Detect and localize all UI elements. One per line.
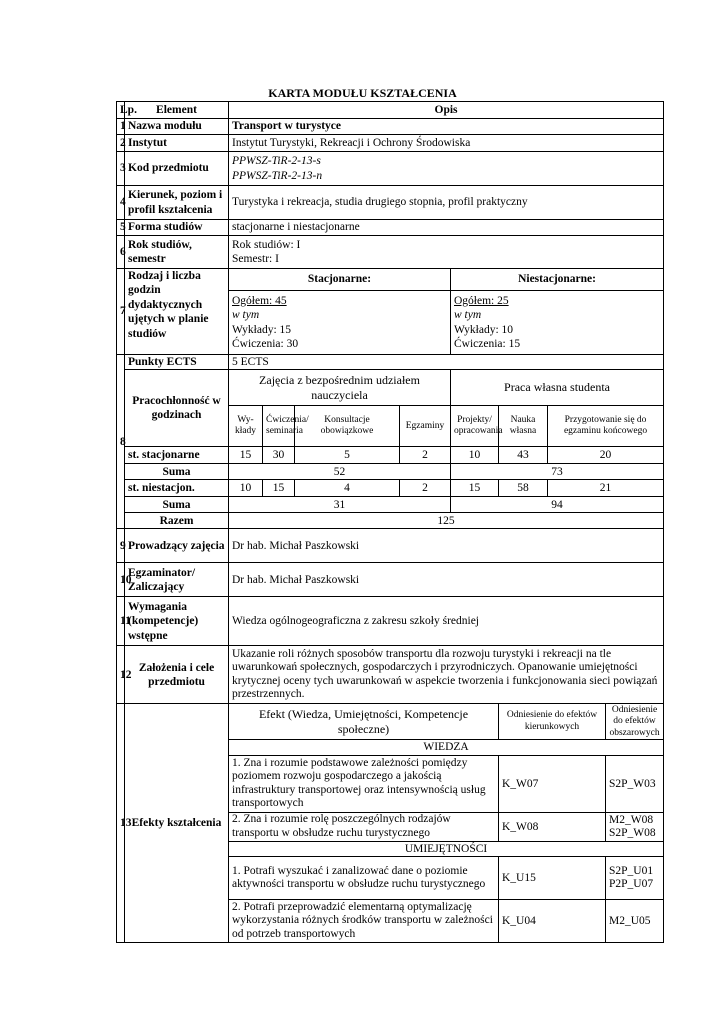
effect-direction-ref: K_W07 (499, 755, 606, 812)
module-card-table (116, 101, 664, 943)
table-row (117, 119, 664, 135)
lecturer-value: Dr hab. Michał Paszkowski (229, 529, 664, 563)
niestac-value: 21 (548, 480, 664, 497)
year-value: Rok studiów: I (232, 238, 301, 251)
row-number: 12 (117, 646, 125, 704)
col-exercises: Ćwiczenia/ seminaria (263, 406, 295, 447)
table-row (117, 236, 664, 269)
niestacjonarne-header: Niestacjonarne: (451, 269, 664, 291)
row-element: Nazwa modułu (125, 119, 229, 135)
header-lp: Lp. (117, 102, 125, 119)
area-ref-2: S2P_W08 (609, 826, 656, 839)
area-column-header: Odniesienie do efektów obszarowych (606, 704, 664, 740)
full-time-label: st. stacjonarne (125, 447, 229, 464)
table-row (117, 597, 664, 646)
area-ref-1: M2_U05 (609, 914, 651, 927)
table-row (117, 480, 664, 497)
col-exam-prep: Przygotowanie się do egzaminu końcowego (548, 406, 664, 447)
stac-sum-contact: 52 (229, 464, 451, 480)
header-element: Element (125, 102, 229, 119)
field-of-study-value: Turystyka i rekreacja, studia drugiego stopnia, profil praktyczny (229, 186, 664, 220)
course-code-value (229, 152, 664, 186)
row-number: 7 (117, 269, 125, 355)
row-number: 9 (117, 529, 125, 563)
page-title: KARTA MODUŁU KSZTAŁCENIA (268, 86, 457, 100)
table-row (117, 447, 664, 464)
niestac-value: 2 (400, 480, 451, 497)
effect-area-ref (606, 812, 664, 841)
row-element: Prowadzący zajęcia (125, 529, 229, 563)
row-element: Rodzaj i liczba godzin dydaktycznych ujętych w planie studiów (125, 269, 229, 355)
effect-area-ref (606, 900, 664, 943)
stac-wtym: w tym (232, 309, 260, 322)
header-opis: Opis (229, 102, 664, 119)
stac-lectures: Wykłady: 15 (232, 323, 292, 336)
niestac-exercises: Ćwiczenia: 15 (454, 337, 521, 350)
effect-text: 2. Zna i rozumie rolę poszczególnych rodzajów transportu w obsłudze ruchu turystycznego (229, 812, 499, 841)
stac-value: 15 (229, 447, 263, 464)
row-number: 11 (117, 597, 125, 646)
total-label: Razem (125, 513, 229, 529)
table-header-row (117, 102, 664, 119)
row-number: 5 (117, 220, 125, 236)
study-form-value: stacjonarne i niestacjonarne (229, 220, 664, 236)
table-row (117, 355, 664, 370)
table-row (117, 220, 664, 236)
workload-label: Pracochłonność w godzinach (125, 370, 229, 447)
objectives-value: Ukazanie roli różnych sposobów transportu dla rozwoju turystyki i rekreacji na tle uwarunkowań społecznych, gospodarczych i przyrodniczych. Opanowanie umiejętności krytycznej oceny tych uwarunkowań w aspekcie tworzenia i funkcjonowania sieci powiązań przestrzennych. (229, 646, 664, 704)
course-code-1: PPWSZ-TiR-2-13-s (232, 155, 321, 168)
course-code-2: PPWSZ-TiR-2-13-n (232, 169, 323, 182)
effect-area-ref (606, 755, 664, 812)
stac-exercises: Ćwiczenia: 30 (232, 337, 299, 350)
direction-column-header: Odniesienie do efektów kierunkowych (499, 704, 606, 740)
niestacjonarne-hours (451, 291, 664, 355)
knowledge-section-header: WIEDZA (229, 740, 664, 755)
row-element: Kierunek, poziom i profil kształcenia (125, 186, 229, 220)
niestac-value: 58 (499, 480, 548, 497)
skills-section-header: UMIEJĘTNOŚCI (229, 841, 664, 856)
row-number: 3 (117, 152, 125, 186)
effect-text: 1. Zna i rozumie podstawowe zależności pomiędzy poziomem rozwoju gospodarczego a jakością infrastruktury transportowej oraz intensywnością usług transportowych (229, 755, 499, 812)
niestac-lectures: Wykłady: 10 (454, 323, 514, 336)
row-element: Kod przedmiotu (125, 152, 229, 186)
effect-text: 2. Potrafi przeprowadzić elementarną optymalizację wykorzystania różnych środków transportu w zależności od potrzeb transportowych (229, 900, 499, 943)
table-row (117, 464, 664, 480)
area-ref-1: S2P_U01 (609, 865, 654, 878)
table-row (117, 704, 664, 740)
stac-value: 30 (263, 447, 295, 464)
effect-direction-ref: K_U04 (499, 900, 606, 943)
effect-area-ref (606, 857, 664, 900)
row-element: Rok studiów, semestr (125, 236, 229, 269)
col-lectures: Wy-kłady (229, 406, 263, 447)
niestac-wtym: w tym (454, 309, 482, 322)
col-projects: Projekty/ opracowania (451, 406, 499, 447)
niestac-value: 15 (263, 480, 295, 497)
stac-value: 20 (548, 447, 664, 464)
total-value: 125 (229, 513, 664, 529)
ects-label: Punkty ECTS (125, 355, 229, 370)
requirements-value: Wiedza ogólnogeograficzna z zakresu szkoły średniej (229, 597, 664, 646)
table-row (117, 370, 664, 406)
niestac-value: 4 (295, 480, 400, 497)
effect-text: 1. Potrafi wyszukać i zanalizować dane o poziomie aktywności transportu w obsłudze ruchu turystycznego (229, 857, 499, 900)
semester-value: Semestr: I (232, 253, 279, 265)
area-ref-2: P2P_U07 (609, 878, 654, 891)
stac-value: 43 (499, 447, 548, 464)
stac-value: 2 (400, 447, 451, 464)
area-ref-1: M2_W08 (609, 814, 654, 827)
table-row (117, 269, 664, 291)
contact-hours-header: Zajęcia z bezpośrednim udziałem nauczyciela (229, 370, 451, 406)
table-row (117, 513, 664, 529)
niestac-sum-contact: 31 (229, 497, 451, 513)
part-time-label: st. niestacjon. (125, 480, 229, 497)
stac-value: 10 (451, 447, 499, 464)
niestac-total: Ogółem: 25 (454, 294, 509, 307)
row-number: 13 (117, 704, 125, 943)
self-study-header: Praca własna studenta (451, 370, 664, 406)
row-number: 1 (117, 119, 125, 135)
effect-direction-ref: K_U15 (499, 857, 606, 900)
col-self-learning: Nauka własna (499, 406, 548, 447)
table-row (117, 186, 664, 220)
row-element: Forma studiów (125, 220, 229, 236)
table-row (117, 497, 664, 513)
table-row (117, 135, 664, 152)
table-row (117, 646, 664, 704)
row-element: Egzaminator/ Zaliczający (125, 563, 229, 597)
table-row (117, 563, 664, 597)
niestac-value: 10 (229, 480, 263, 497)
year-semester-value (229, 236, 664, 269)
row-element: Efekty kształcenia (125, 704, 229, 943)
row-number: 10 (117, 563, 125, 597)
row-element: Instytut (125, 135, 229, 152)
sum-label: Suma (125, 464, 229, 480)
area-ref-1: S2P_W03 (609, 777, 656, 790)
ects-value: 5 ECTS (229, 355, 664, 370)
effect-column-header: Efekt (Wiedza, Umiejętności, Kompetencje społeczne) (229, 704, 499, 740)
row-element: Założenia i cele przedmiotu (125, 646, 229, 704)
institute-value: Instytut Turystyki, Rekreacji i Ochrony Środowiska (229, 135, 664, 152)
niestac-sum-self: 94 (451, 497, 664, 513)
table-row (117, 529, 664, 563)
module-name: Transport w turystyce (229, 119, 664, 135)
row-number: 2 (117, 135, 125, 152)
row-element: Wymagania (kompetencje) wstępne (125, 597, 229, 646)
stacjonarne-header: Stacjonarne: (229, 269, 451, 291)
col-consultations: Konsultacje obowiązkowe (295, 406, 400, 447)
effect-direction-ref: K_W08 (499, 812, 606, 841)
row-number: 4 (117, 186, 125, 220)
col-exams: Egzaminy (400, 406, 451, 447)
table-row (117, 152, 664, 186)
examiner-value: Dr hab. Michał Paszkowski (229, 563, 664, 597)
stac-sum-self: 73 (451, 464, 664, 480)
stac-value: 5 (295, 447, 400, 464)
sum-label: Suma (125, 497, 229, 513)
row-number: 8 (117, 355, 125, 529)
stac-total: Ogółem: 45 (232, 294, 287, 307)
stacjonarne-hours (229, 291, 451, 355)
row-number: 6 (117, 236, 125, 269)
niestac-value: 15 (451, 480, 499, 497)
